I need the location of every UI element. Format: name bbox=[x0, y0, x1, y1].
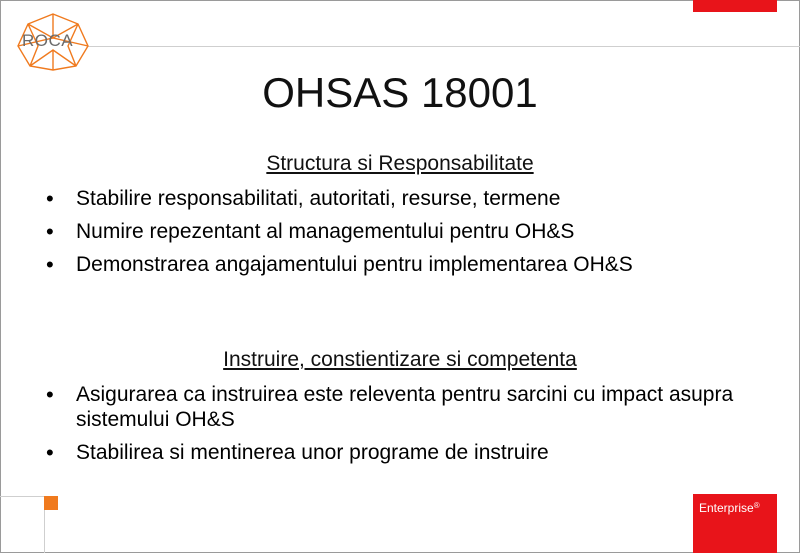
slide-title: OHSAS 18001 bbox=[262, 69, 538, 116]
enterprise-badge-sup: ® bbox=[753, 501, 760, 510]
enterprise-badge-text: Enterprise bbox=[699, 501, 754, 515]
orange-square-accent bbox=[44, 496, 58, 510]
list-item: • Asigurarea ca instruirea este releventa pentru sarcini cu impact asupra sistemului OH&S bbox=[46, 382, 766, 432]
list-item: • Numire repezentant al managementului pentru OH&S bbox=[46, 219, 766, 244]
bullet-list-training bbox=[46, 382, 766, 473]
list-item: • Stabilire responsabilitati, autoritati, resurse, termene bbox=[46, 186, 766, 211]
top-red-accent bbox=[693, 0, 777, 12]
bullet-list-structure bbox=[46, 186, 766, 285]
footer-divider-horizontal bbox=[0, 496, 44, 497]
enterprise-badge-label bbox=[699, 501, 760, 515]
slide-border-top bbox=[0, 0, 800, 1]
section-heading-structure: Structura si Responsabilitate bbox=[266, 152, 534, 175]
logo-text: ROCA bbox=[22, 31, 74, 50]
section-heading-training: Instruire, constientizare si competenta bbox=[223, 348, 577, 371]
list-item: • Demonstrarea angajamentului pentru implementarea OH&S bbox=[46, 252, 766, 277]
list-item: • Stabilirea si mentinerea unor programe de instruire bbox=[46, 440, 766, 465]
enterprise-badge bbox=[693, 494, 777, 553]
header-divider bbox=[88, 46, 800, 47]
